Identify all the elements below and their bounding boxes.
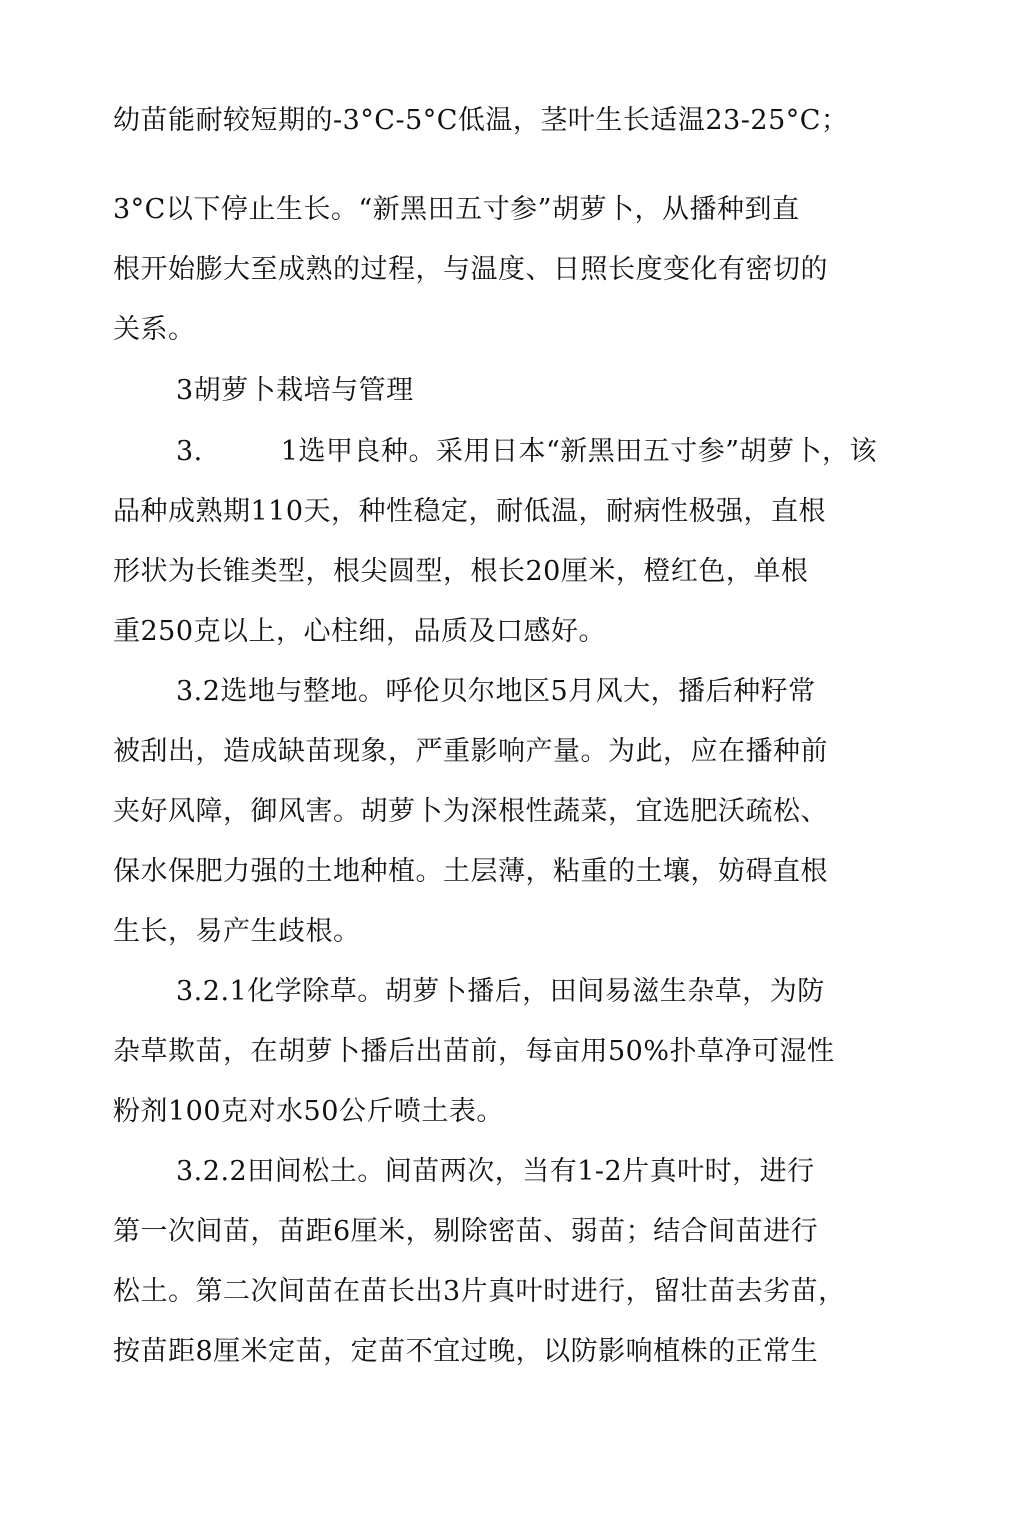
text-line: 夹好风障，御风害。胡萝卜为深根性蔬菜，宜选肥沃疏松、 [113,796,828,827]
text-line: 保水保肥力强的土地种植。土层薄，粘重的土壤，妨碍直根 [113,856,828,887]
text-line: 松土。第二次间苗在苗长出3片真叶时进行，留壮苗去劣苗， [113,1276,846,1307]
text-line: 3.2选地与整地。呼伦贝尔地区5月风大，播后种籽常 [176,676,816,707]
text-line: 关系。 [113,314,196,345]
text-line: 粉剂100克对水50公斤喷土表。 [113,1096,504,1127]
text-line: 被刮出，造成缺苗现象，严重影响产量。为此，应在播种前 [113,736,828,767]
text-line: 重250克以上，心柱细，品质及口感好。 [113,616,607,647]
text-line: 品种成熟期110天，种性稳定，耐低温，耐病性极强，直根 [113,496,827,527]
text-line: 第一次间苗，苗距6厘米，剔除密苗、弱苗；结合间苗进行 [113,1216,819,1247]
text-line: 杂草欺苗，在胡萝卜播后出苗前，每亩用50%扑草净可湿性 [113,1036,835,1067]
text-line: 3°C以下停止生长。“新黑田五寸参”胡萝卜，从播种到直 [113,194,800,225]
text-line: 形状为长锥类型，根尖圆型，根长20厘米，橙红色，单根 [113,556,809,587]
subsection-text: 1选甲良种。采用日本“新黑田五寸参”胡萝卜，该 [280,436,878,467]
section-heading: 3胡萝卜栽培与管理 [176,375,414,406]
text-line: 根开始膨大至成熟的过程，与温度、日照长度变化有密切的 [113,254,828,285]
section-number: 3. [176,436,203,467]
text-line: 3.2.1化学除草。胡萝卜播后，田间易滋生杂草，为防 [176,976,825,1007]
text-line: 按苗距8厘米定苗，定苗不宜过晚，以防影响植株的正常生 [113,1336,819,1367]
text-line [176,435,877,469]
text-line: 幼苗能耐较短期的-3°C-5°C低温，茎叶生长适温23-25°C； [113,105,849,136]
text-line: 生长，易产生歧根。 [113,916,361,947]
text-line: 3.2.2田间松土。间苗两次，当有1-2片真叶时，进行 [176,1156,815,1187]
